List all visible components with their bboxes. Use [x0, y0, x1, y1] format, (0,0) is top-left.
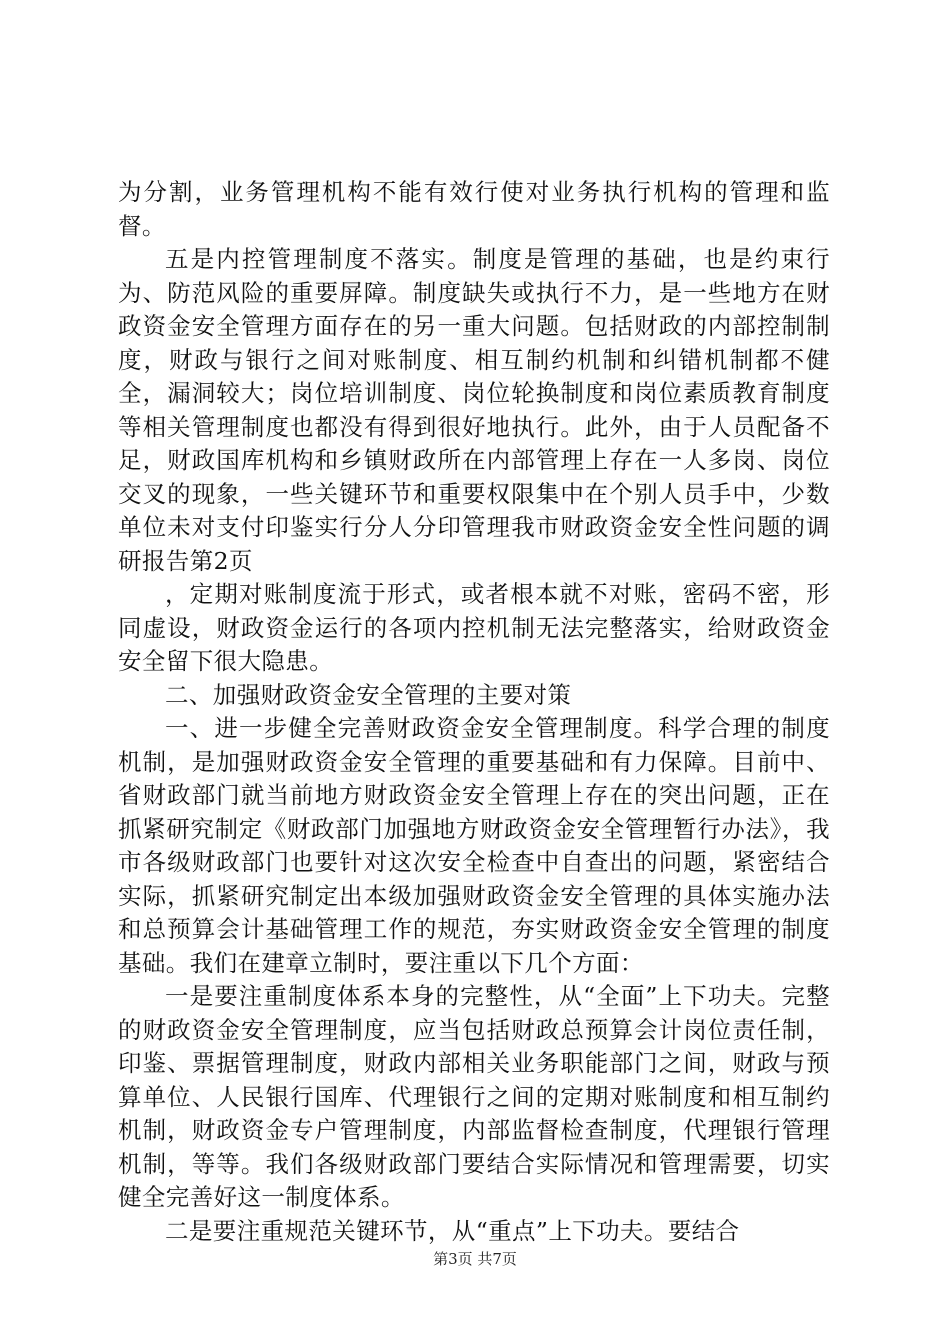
- paragraph-internal-control: 五是内控管理制度不落实。制度是管理的基础，也是约束行为、防范风险的重要屏障。制度缺失或执行不力，是一些地方在财政资金安全管理方面存在的另一重大问题。包括财政的内部控制制度，财政与银行之间对账制度、相互制约机制和纠错机制都不健全，漏洞较大；岗位培训制度、岗位轮换制度和岗位素质教育制度等相关管理制度也都没有得到很好地执行。此外，由于人员配备不足，财政国库机构和乡镇财政所在内部管理上存在一人多岗、岗位交叉的现象，一些关键环节和重要权限集中在个别人员手中，少数单位未对支付印鉴实行分人分印管理我市财政资金安全性问题的调研报告第2页: [118, 245, 830, 575]
- paragraph-continued: 为分割，业务管理机构不能有效行使对业务执行机构的管理和监督。: [118, 178, 830, 240]
- paragraph-measure-one: 一、进一步健全完善财政资金安全管理制度。科学合理的制度机制，是加强财政资金安全管理的重要基础和有力保障。目前中、省财政部门就当前地方财政资金安全管理上存在的突出问题，正在抓紧研究制定《财政部门加强地方财政资金安全管理暂行办法》，我市各级财政部门也要针对这次安全检查中自查出的问题，紧密结合实际，抓紧研究制定出本级加强财政资金安全管理的具体实施办法和总预算会计基础管理工作的规范，夯实财政资金安全管理的制度基础。我们在建章立制时，要注重以下几个方面：: [118, 714, 830, 977]
- paragraph-key-links: 二是要注重规范关键环节，从“重点”上下功夫。要结合: [165, 1216, 740, 1245]
- paragraph-reconciliation: ，定期对账制度流于形式，或者根本就不对账，密码不密，形同虚设，财政资金运行的各项内控机制无法完整落实，给财政资金安全留下很大隐患。: [118, 580, 830, 675]
- section-heading-countermeasures: 二、加强财政资金安全管理的主要对策: [165, 680, 572, 709]
- paragraph-completeness: 一是要注重制度体系本身的完整性，从“全面”上下功夫。完整的财政资金安全管理制度，应当包括财政总预算会计岗位责任制，印鉴、票据管理制度，财政内部相关业务职能部门之间，财政与预算单位、人民银行国库、代理银行之间的定期对账制度和相互制约机制，财政资金专户管理制度，内部监督检查制度，代理银行管理机制，等等。我们各级财政部门要结合实际情况和管理需要，切实健全完善好这一制度体系。: [118, 982, 830, 1211]
- document-body: [118, 176, 830, 1248]
- page-footer: 第3页 共7页: [433, 1250, 517, 1268]
